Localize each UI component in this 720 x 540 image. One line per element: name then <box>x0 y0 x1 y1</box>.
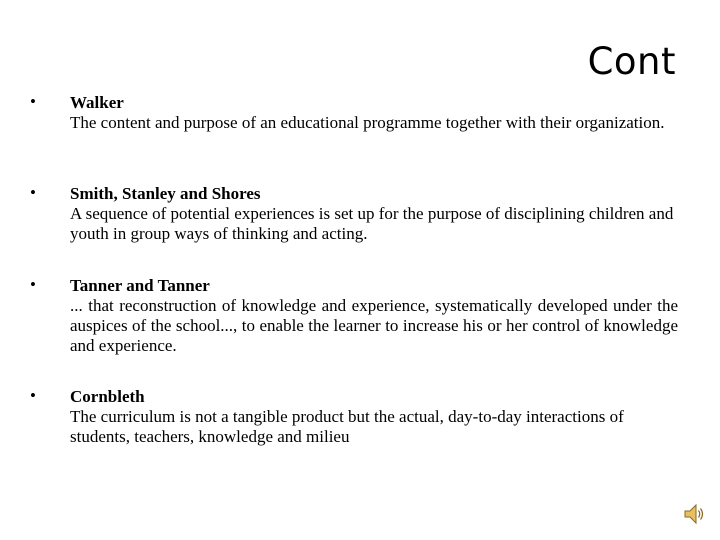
bullet: • <box>30 275 36 294</box>
bullet: • <box>30 386 36 405</box>
entry-heading: Smith, Stanley and Shores <box>70 184 261 203</box>
entry-heading: Cornbleth <box>70 387 145 406</box>
entry-text: The curriculum is not a tangible product but the actual, day-to-day interactions of students, teachers, knowledge and milieu <box>70 407 624 446</box>
speaker-icon-graphic <box>682 502 706 526</box>
entry-heading: Walker <box>70 93 124 112</box>
speaker-icon[interactable] <box>682 502 706 526</box>
bullet: • <box>30 183 36 202</box>
entry-text: ... that reconstruction of knowledge and experience, systematically developed under the auspices of the school..., to enable the learner to increase his or her control of knowledge and experience. <box>70 296 678 355</box>
entry-text: The content and purpose of an educational programme together with their organization. <box>70 113 665 132</box>
entry-text: A sequence of potential experiences is set up for the purpose of disciplining children and youth in group ways of thinking and acting. <box>70 204 674 243</box>
slide-title: Cont <box>587 40 676 83</box>
bullet: • <box>30 92 36 111</box>
entry-heading: Tanner and Tanner <box>70 276 210 295</box>
